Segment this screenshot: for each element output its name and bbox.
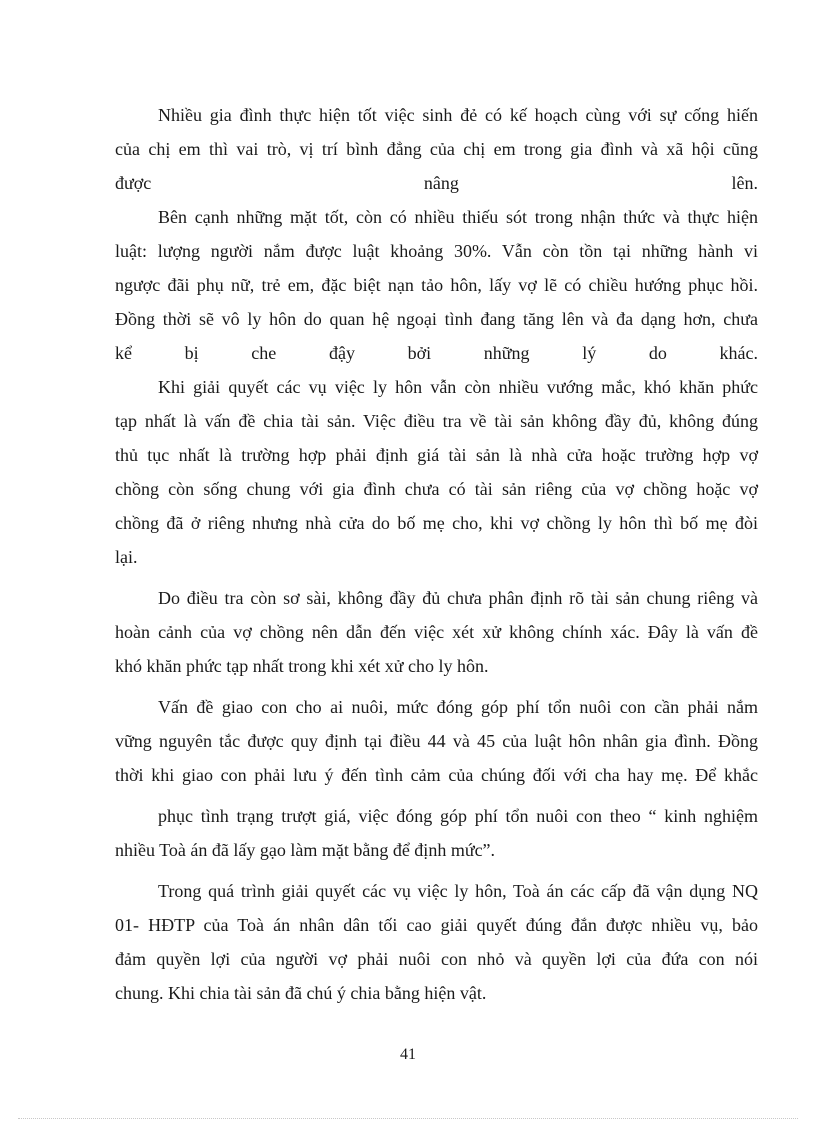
text-line: Trong quá trình giải quyết các vụ việc ly hôn, Toà án các cấp đã vận dụng NQ: [158, 881, 758, 901]
text-line: Do điều tra còn sơ sài, không đầy đủ chưa phân định rõ tài sản chung riêng và: [158, 588, 758, 608]
text-line: chồng còn sống chung với gia đình chưa có tài sản riêng của vợ chồng hoặc vợ: [115, 479, 758, 499]
text-line: ngược đãi phụ nữ, trẻ em, đặc biệt nạn tảo hôn, lấy vợ lẽ có chiều hướng phục hồi.: [115, 275, 758, 295]
text-line: được nâng lên.: [115, 173, 758, 193]
text-line: khó khăn phức tạp nhất trong khi xét xử cho ly hôn.: [115, 656, 489, 676]
text-line: Nhiều gia đình thực hiện tốt việc sinh đẻ có kế hoạch cùng với sự cống hiến: [158, 105, 758, 125]
footer-divider: [18, 1118, 798, 1119]
text-line: chung. Khi chia tài sản đã chú ý chia bằng hiện vật.: [115, 983, 487, 1003]
text-line: hoàn cảnh của vợ chồng nên dẫn đến việc xét xử không chính xác. Đây là vấn đề: [115, 622, 758, 642]
paragraph-1: [115, 98, 758, 200]
text-line: thủ tục nhất là trường hợp phải định giá tài sản là nhà cửa hoặc trường hợp vợ: [115, 445, 758, 465]
text-line: luật: lượng người nắm được luật khoảng 30%. Vẫn còn tồn tại những hành vi: [115, 241, 758, 261]
paragraph-3: [115, 370, 758, 574]
text-line: tạp nhất là vấn đề chia tài sản. Việc điều tra về tài sản không đầy đủ, không đúng: [115, 411, 758, 431]
text-line: đảm quyền lợi của người vợ phải nuôi con nhỏ và quyền lợi của đứa con nói: [115, 949, 758, 969]
page-number: 41: [400, 1046, 416, 1063]
text-line: Vấn đề giao con cho ai nuôi, mức đóng góp phí tổn nuôi con cần phải nắm: [158, 697, 758, 717]
paragraph-7: [115, 874, 758, 1010]
paragraph-4: [115, 581, 758, 683]
text-line: phục tình trạng trượt giá, việc đóng góp phí tổn nuôi con theo “ kinh nghiệm: [158, 806, 758, 826]
paragraph-6: [115, 799, 758, 867]
paragraph-2: [115, 200, 758, 370]
text-line: thời khi giao con phải lưu ý đến tình cảm của chúng đối với cha hay mẹ. Để khắc: [115, 765, 758, 785]
paragraph-5: [115, 690, 758, 792]
text-line: 01- HĐTP của Toà án nhân dân tối cao giải quyết đúng đắn được nhiều vụ, bảo: [115, 915, 758, 935]
text-line: lại.: [115, 547, 138, 567]
text-line: chồng đã ở riêng nhưng nhà cửa do bố mẹ cho, khi vợ chồng ly hôn thì bố mẹ đòi: [115, 513, 758, 533]
body-text: [115, 98, 758, 1010]
text-line: kể bị che đậy bởi những lý do khác.: [115, 343, 758, 363]
text-line: Khi giải quyết các vụ việc ly hôn vẫn còn nhiều vướng mắc, khó khăn phức: [158, 377, 758, 397]
text-line: Đồng thời sẽ vô ly hôn do quan hệ ngoại tình đang tăng lên và đa dạng hơn, chưa: [115, 309, 758, 329]
text-line: của chị em thì vai trò, vị trí bình đẳng của chị em trong gia đình và xã hội cũng: [115, 139, 758, 159]
text-line: Bên cạnh những mặt tốt, còn có nhiều thiếu sót trong nhận thức và thực hiện: [158, 207, 758, 227]
text-line: nhiều Toà án đã lấy gạo làm mặt bằng để định mức”.: [115, 840, 496, 860]
text-line: vững nguyên tắc được quy định tại điều 44 và 45 của luật hôn nhân gia đình. Đồng: [115, 731, 758, 751]
